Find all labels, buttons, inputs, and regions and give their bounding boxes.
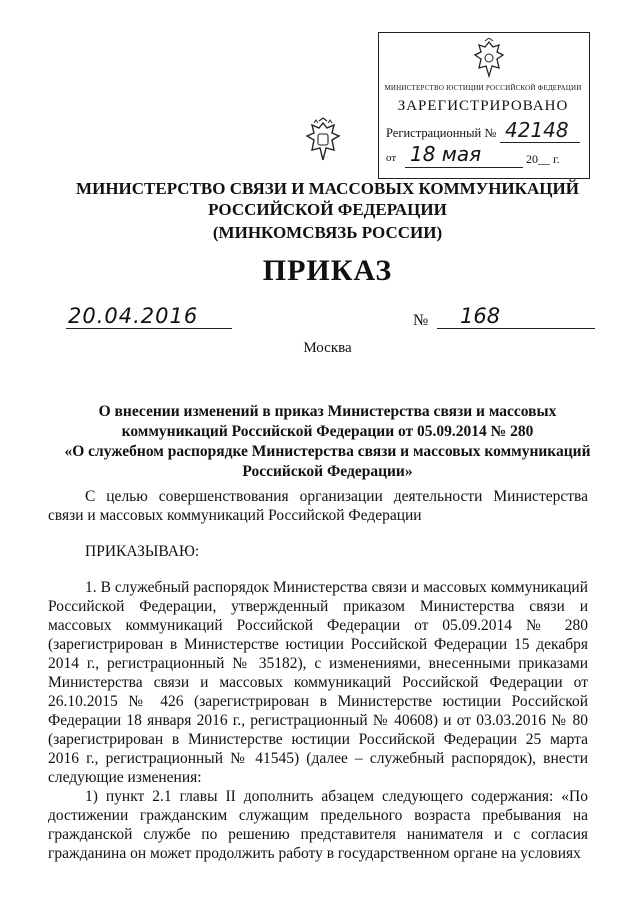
subitem-1-paragraph: 1) пункт 2.1 главы II дополнить абзацем следующего содержания: «По достижении гражданским служащим предельного возраста пребывания на гражданской службе по решению представителя нанимателя и с согласия гражданина он может продолжить работу в государственном органе на условиях xyxy=(48,788,588,862)
ministry-name-line2: РОССИЙСКОЙ ФЕДЕРАЦИИ xyxy=(208,200,447,219)
number-underline xyxy=(437,328,595,329)
number-label: № xyxy=(413,312,429,329)
stamp-date-value: 18 мая xyxy=(410,142,482,166)
ministry-name xyxy=(40,178,615,220)
title-line2: коммуникаций Российской Федерации от 05.09.2014 № 280 xyxy=(121,423,534,440)
date-underline xyxy=(66,328,232,329)
purpose-paragraph: С целью совершенствования организации деятельности Министерства связи и массовых коммуникаций Российской Федерации xyxy=(48,488,588,524)
order-title xyxy=(55,402,600,482)
order-date: 20.04.2016 xyxy=(68,304,199,328)
stamp-registered-text: ЗАРЕГИСТРИРОВАНО xyxy=(397,98,569,114)
stamp-date-label: от xyxy=(386,152,397,164)
city: Москва xyxy=(303,340,352,356)
stamp-reg-label: Регистрационный № xyxy=(386,126,497,140)
stamp-date-underline xyxy=(405,167,523,168)
stamp-emblem-icon xyxy=(472,38,506,80)
document-type: ПРИКАЗ xyxy=(262,254,393,287)
item-1-paragraph: 1. В служебный распорядок Министерства связи и массовых коммуникаций Российской Федерации, утвержденный приказом Министерства связи и массовых коммуникаций Российской Федерации от 05.09.2014 № 280 (зарегистрирован в Министерстве юстиции Российской Федерации 15 декабря 2014 г., регистрационный № 35182), с изменениями, внесенными приказами Министерства связи и массовых коммуникаций Российской Федерации от 26.10.2015 № 426 (зарегистрирован в Министерстве юстиции Российской Федерации 18 января 2016 г., регистрационный № 40608) и от 03.03.2016 № 80 (зарегистрирован в Министерстве юстиции Российской Федерации 25 марта 2016 г., регистрационный № 41545) (далее – служебный распорядок), внести следующие изменения: xyxy=(48,579,588,786)
ministry-short-name: (МИНКОМСВЯЗЬ РОССИИ) xyxy=(212,223,443,242)
stamp-ministry-text: МИНИСТЕРСТВО ЮСТИЦИИ РОССИЙСКОЙ ФЕДЕРАЦИИ xyxy=(384,84,582,92)
ministry-name-line1: МИНИСТЕРСТВО СВЯЗИ И МАССОВЫХ КОММУНИКАЦИЙ xyxy=(76,179,579,198)
stamp-year: 20__ г. xyxy=(526,152,560,166)
stamp-reg-underline xyxy=(500,142,580,143)
title-line1: О внесении изменений в приказ Министерства связи и массовых xyxy=(98,403,557,420)
coat-of-arms-icon xyxy=(305,117,341,165)
order-word: ПРИКАЗЫВАЮ: xyxy=(85,543,200,560)
order-number: 168 xyxy=(460,304,501,328)
title-line4: Российской Федерации» xyxy=(242,463,413,480)
title-line3: «О служебном распорядке Министерства связи и массовых коммуникаций xyxy=(64,443,591,460)
stamp-reg-number: 42148 xyxy=(505,118,569,142)
